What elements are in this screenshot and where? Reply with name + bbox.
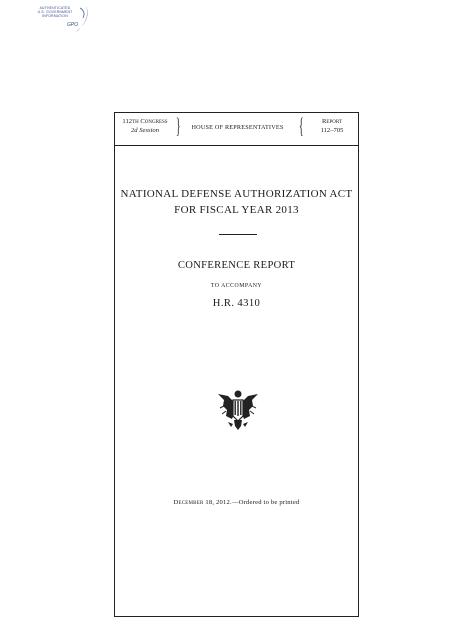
- order-text: .—Ordered to be printed: [230, 499, 300, 506]
- eagle-seal-icon: [214, 386, 262, 436]
- title-divider: [219, 234, 257, 235]
- congress-session-block: [118, 117, 172, 135]
- act-title: [115, 186, 358, 218]
- gpo-stamp-text: AUTHENTICATED U.S. GOVERNMENT INFORMATION: [37, 6, 73, 19]
- left-brace-icon: {: [298, 113, 304, 138]
- report-number: 112–705: [320, 127, 344, 134]
- gpo-logo-text: GPO: [67, 22, 79, 28]
- conference-report-heading: CONFERENCE REPORT: [177, 260, 296, 271]
- session-label: 2d Session: [130, 127, 160, 134]
- house-label: HOUSE OF REPRESENTATIVES: [191, 124, 284, 131]
- bill-number: H.R. 4310: [212, 298, 261, 309]
- report-header: [115, 113, 358, 146]
- printing-order-line: [115, 499, 358, 506]
- report-label: Report: [322, 118, 342, 125]
- report-cover-page: [114, 112, 359, 617]
- gpo-authentication-stamp: [32, 2, 94, 36]
- order-date: December 18, 2012: [173, 499, 231, 506]
- report-number-block: [310, 117, 354, 135]
- act-title-line2: FOR FISCAL YEAR 2013: [174, 204, 299, 216]
- right-brace-icon: }: [175, 113, 181, 138]
- to-accompany-label: TO ACCOMPANY: [210, 283, 263, 289]
- congress-label: 112th Congress: [122, 118, 168, 125]
- act-title-line1: NATIONAL DEFENSE AUTHORIZATION ACT: [120, 188, 353, 200]
